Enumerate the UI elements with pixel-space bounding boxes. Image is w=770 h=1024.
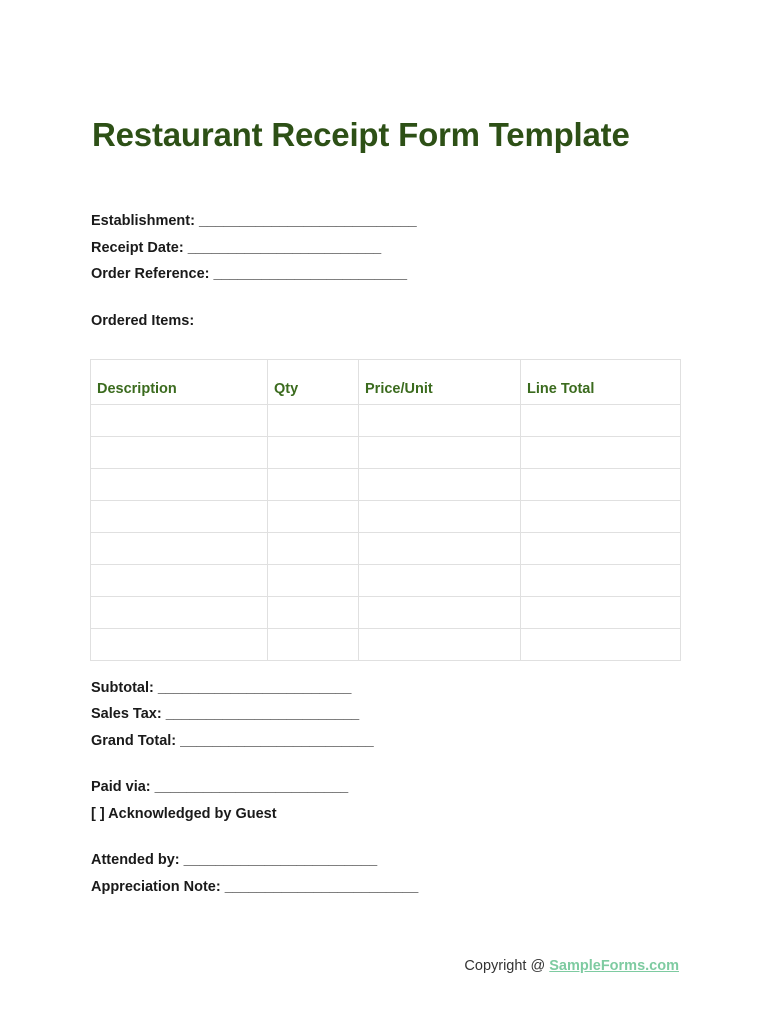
table-cell[interactable] <box>268 469 359 501</box>
sales-tax-field[interactable]: Sales Tax: ________________________ <box>91 706 360 722</box>
establishment-field[interactable]: Establishment: ___________________________ <box>91 213 417 229</box>
receipt-date-field[interactable]: Receipt Date: ________________________ <box>91 240 382 256</box>
column-header-price-unit: Price/Unit <box>359 360 521 405</box>
table-cell[interactable] <box>268 565 359 597</box>
table-cell[interactable] <box>521 533 681 565</box>
table-cell[interactable] <box>359 437 521 469</box>
copyright-footer <box>464 958 679 974</box>
table-cell[interactable] <box>521 597 681 629</box>
table-cell[interactable] <box>521 405 681 437</box>
table-row <box>91 533 681 565</box>
ordered-items-table <box>90 359 681 661</box>
table-cell[interactable] <box>359 597 521 629</box>
table-header-row <box>91 360 681 405</box>
paid-via-field[interactable]: Paid via: ________________________ <box>91 779 349 795</box>
acknowledged-checkbox[interactable]: [ ] Acknowledged by Guest <box>91 806 277 822</box>
subtotal-field[interactable]: Subtotal: ________________________ <box>91 680 352 696</box>
column-header-qty: Qty <box>268 360 359 405</box>
grand-total-field[interactable]: Grand Total: ________________________ <box>91 733 374 749</box>
table-cell[interactable] <box>268 405 359 437</box>
copyright-text: Copyright @ <box>464 958 550 974</box>
table-cell[interactable] <box>359 405 521 437</box>
table-cell[interactable] <box>91 565 268 597</box>
page-title: Restaurant Receipt Form Template <box>92 116 630 153</box>
table-cell[interactable] <box>91 437 268 469</box>
table-cell[interactable] <box>359 565 521 597</box>
table-cell[interactable] <box>268 597 359 629</box>
table-cell[interactable] <box>268 437 359 469</box>
table-row <box>91 469 681 501</box>
table-cell[interactable] <box>268 501 359 533</box>
column-header-line-total: Line Total <box>521 360 681 405</box>
table-cell[interactable] <box>91 501 268 533</box>
brand-link[interactable]: SampleForms.com <box>549 958 679 974</box>
order-reference-field[interactable]: Order Reference: ________________________ <box>91 266 408 282</box>
table-cell[interactable] <box>521 629 681 661</box>
table-cell[interactable] <box>521 565 681 597</box>
table-cell[interactable] <box>91 405 268 437</box>
table-cell[interactable] <box>359 533 521 565</box>
table-cell[interactable] <box>91 629 268 661</box>
table-row <box>91 629 681 661</box>
table-cell[interactable] <box>521 501 681 533</box>
table-cell[interactable] <box>268 533 359 565</box>
table-row <box>91 501 681 533</box>
table-cell[interactable] <box>91 597 268 629</box>
table-row <box>91 565 681 597</box>
table-cell[interactable] <box>521 437 681 469</box>
table-cell[interactable] <box>91 533 268 565</box>
ordered-items-label: Ordered Items: <box>91 313 195 329</box>
table-cell[interactable] <box>359 629 521 661</box>
table-cell[interactable] <box>268 629 359 661</box>
table-cell[interactable] <box>359 501 521 533</box>
column-header-description: Description <box>91 360 268 405</box>
table-row <box>91 597 681 629</box>
table-row <box>91 405 681 437</box>
appreciation-note-field[interactable]: Appreciation Note: ________________________ <box>91 879 419 895</box>
table-cell[interactable] <box>91 469 268 501</box>
table-cell[interactable] <box>521 469 681 501</box>
attended-by-field[interactable]: Attended by: ________________________ <box>91 852 378 868</box>
table-row <box>91 437 681 469</box>
table-cell[interactable] <box>359 469 521 501</box>
